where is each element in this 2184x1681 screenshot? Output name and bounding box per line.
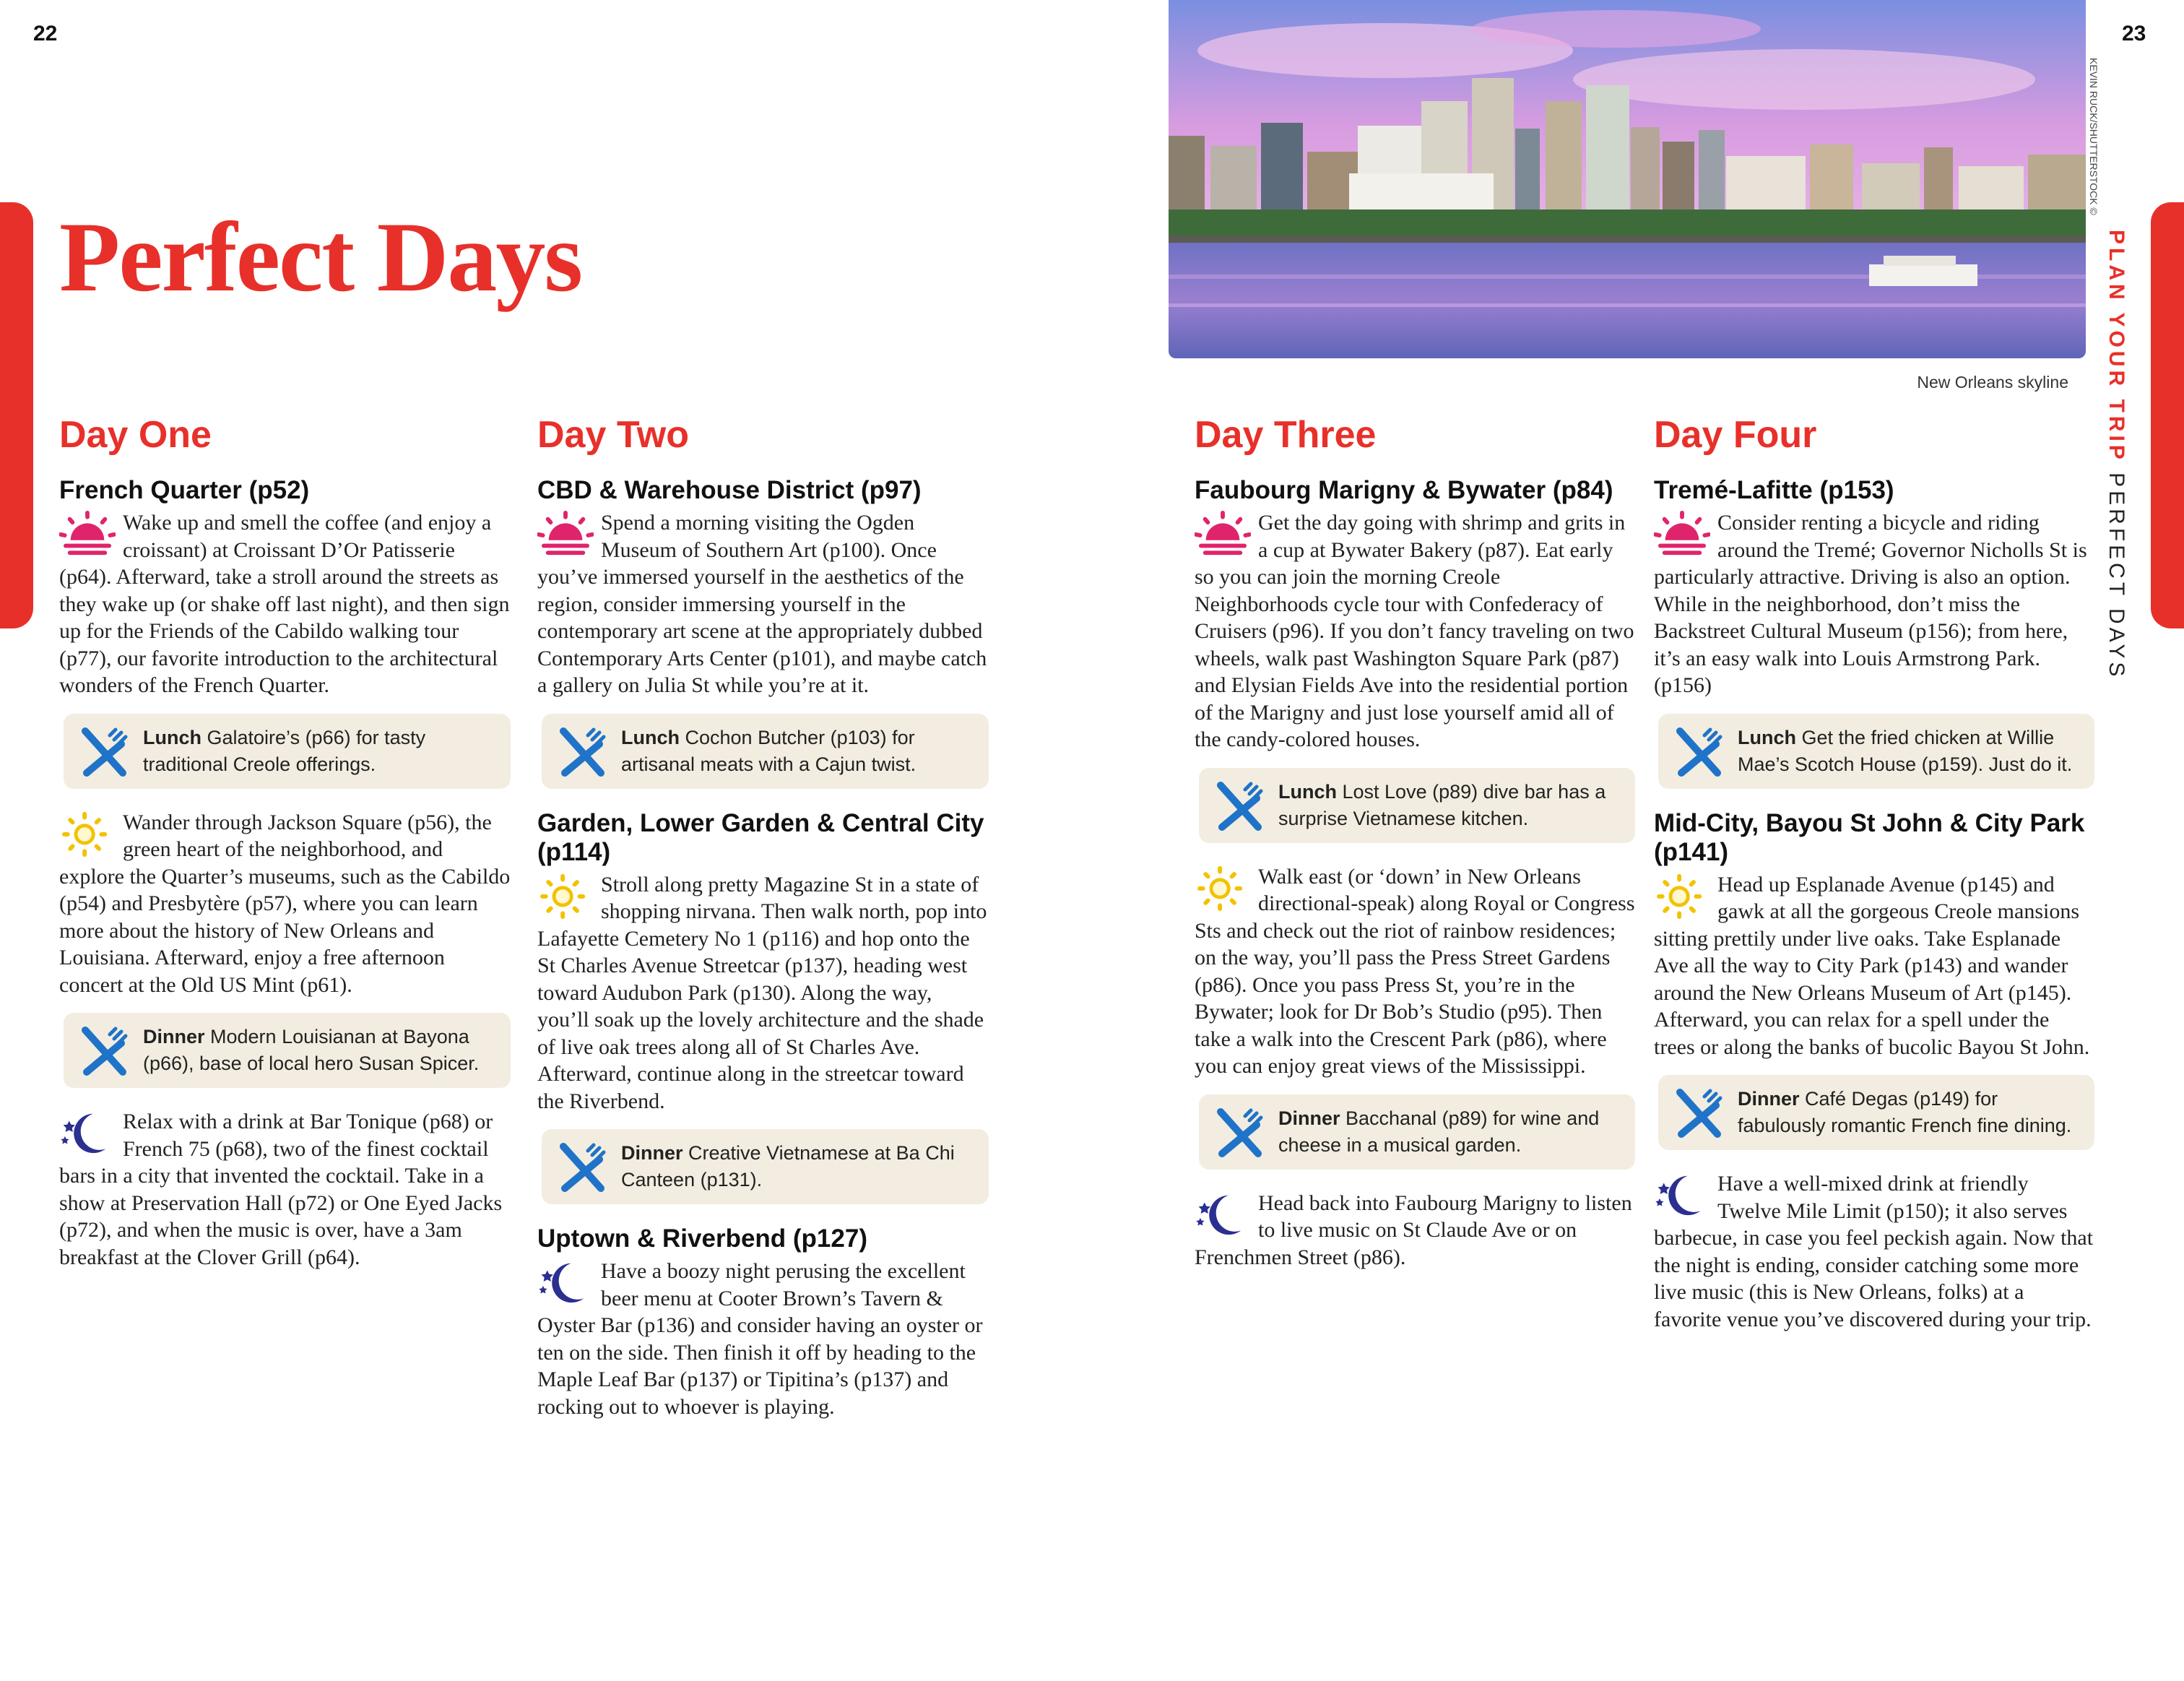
day-two-afternoon-text: Stroll along pretty Magazine St in a state of shopping nirvana. Then walk north, pop into Lafayette Cemetery No 1 (p116) and hop onto the St Charles Avenue Streetcar (p137), heading west toward Audubon Park (p130). Along the way, you’ll soak up the lovely architecture and the shade of live oak trees along all of St Charles Ave. Afterward, continue along in the streetcar toward the Riverbend. <box>537 872 987 1113</box>
day-one-night <box>59 1108 511 1271</box>
lunch-label: Lunch <box>1738 726 1796 748</box>
dinner-text: Café Degas (p149) for fabulously romantic French fine dining. <box>1738 1088 2072 1136</box>
day-three-morning-text: Get the day going with shrimp and grits in a cup at Bywater Bakery (p87). Eat early so you can join the morning Creole Neighborhoods cycle tour with Confederacy of Cruisers (p96). If you don’t fancy traveling on two wheels, walk past Washington Square Park (p87) and Elysian Fields Ave into the residential portion of the Marigny and just lose yourself amid all of the candy-colored houses. <box>1195 511 1634 751</box>
moon-icon <box>1654 1170 1710 1219</box>
right-edge-tab <box>2151 202 2184 628</box>
side-label-bold: PLAN YOUR TRIP <box>2105 230 2128 463</box>
lunch-text: Get the fried chicken at Willie Mae’s Scotch House (p159). Just do it. <box>1738 726 2073 775</box>
day-two-afternoon <box>537 871 989 1115</box>
day-four-night-text: Have a well-mixed drink at friendly Twelve Mile Limit (p150); it also serves barbecue, in case you feel peckish again. Now that the night is ending, consider catching some more live music (this is New Orleans, folks) at a favorite venue you’ve discovered during your trip. <box>1654 1172 2094 1331</box>
day-four-lunch <box>1658 714 2094 789</box>
fork-knife-icon <box>75 1021 133 1079</box>
dinner-text: Bacchanal (p89) for wine and cheese in a musical garden. <box>1278 1107 1600 1156</box>
day-two-dinner <box>542 1129 989 1204</box>
lunch-text: Galatoire’s (p66) for tasty traditional Creole offerings. <box>143 726 426 775</box>
day-two-morning <box>537 509 989 699</box>
day-three-dinner <box>1199 1094 1635 1170</box>
fork-knife-icon <box>1670 1084 1728 1141</box>
day-one-column <box>59 408 511 1285</box>
fork-knife-icon <box>1210 777 1268 834</box>
day-three-morning <box>1195 509 1635 753</box>
lunch-text: Lost Love (p89) dive bar has a surprise Vietnamese kitchen. <box>1278 780 1606 829</box>
day-two-morning-text: Spend a morning visiting the Ogden Museum of Southern Art (p100). Once you’ve immersed yourself in the aesthetics of the region, consider immersing yourself in the contemporary art scene at the appropriately dubbed Contemporary Arts Center (p101), and maybe catch a gallery on Julia St while you’re at it. <box>537 511 987 697</box>
day-two-garden-heading: Garden, Lower Garden & Central City (p114) <box>537 808 984 866</box>
day-three-afternoon-text: Walk east (or ‘down’ in New Orleans directional-speak) along Royal or Congress Sts and check out the riot of rainbow residences; on the way, you’ll pass the Press Street Gardens (p86). Once you pass Press St, you’re in the Bywater; look for Dr Bob’s Studio (p95). Then take a walk into the Crescent Park (p86), where you can enjoy great views of the Mississippi. <box>1195 864 1635 1078</box>
day-four-afternoon-text: Head up Esplanade Avenue (p145) and gawk at all the gorgeous Creole mansions sitting prettily under live oaks. Take Esplanade Ave all the way to City Park (p143) and wander around the New Orleans Museum of Art (p145). Afterward, you can relax for a spell under the trees or along the banks of bucolic Bayou St John. <box>1654 872 2090 1059</box>
day-three-afternoon <box>1195 863 1635 1080</box>
lunch-label: Lunch <box>143 726 202 748</box>
day-two-title: Day Two <box>537 414 689 456</box>
day-two-lunch <box>542 714 989 789</box>
skyline-photo <box>1169 0 2086 358</box>
photo-credit: KEVIN RUCK/SHUTTERSTOCK © <box>2088 58 2100 215</box>
day-four-treme-heading: Tremé-Lafitte (p153) <box>1654 476 1894 504</box>
dinner-text: Creative Vietnamese at Ba Chi Canteen (p131). <box>621 1142 955 1190</box>
day-three-night-text: Head back into Faubourg Marigny to listen to live music on St Claude Ave or on Frenchmen Street (p86). <box>1195 1190 1632 1269</box>
side-label-normal: PERFECT DAYS <box>2105 462 2128 680</box>
day-one-afternoon <box>59 809 511 999</box>
day-three-heading: Faubourg Marigny & Bywater (p84) <box>1195 476 1613 504</box>
day-one-title: Day One <box>59 414 212 456</box>
left-edge-tab <box>0 202 33 628</box>
day-three-title: Day Three <box>1195 414 1377 456</box>
sunrise-icon <box>1654 509 1710 558</box>
fork-knife-icon <box>1670 722 1728 780</box>
day-one-afternoon-text: Wander through Jackson Square (p56), the green heart of the neighborhood, and explore the Quarter’s museums, such as the Cabildo (p54) and Presbytère (p57), where you can learn more about the history of New Orleans and Louisiana. Afterward, enjoy a free afternoon concert at the Old US Mint (p61). <box>59 810 511 997</box>
sun-icon <box>1654 871 1710 920</box>
dinner-label: Dinner <box>143 1026 205 1047</box>
fork-knife-icon <box>1210 1103 1268 1161</box>
page-number-left: 22 <box>33 22 58 46</box>
day-one-dinner <box>64 1013 511 1088</box>
page-title: Perfect Days <box>59 202 582 312</box>
day-four-morning <box>1654 509 2094 699</box>
day-two-cbd-heading: CBD & Warehouse District (p97) <box>537 476 922 504</box>
dinner-label: Dinner <box>1278 1107 1340 1129</box>
day-four-dinner <box>1658 1075 2094 1150</box>
sunrise-icon <box>59 509 116 558</box>
day-three-night <box>1195 1190 1635 1271</box>
sun-icon <box>537 871 594 920</box>
sun-icon <box>1195 863 1251 912</box>
dinner-label: Dinner <box>1738 1088 1800 1110</box>
day-one-heading: French Quarter (p52) <box>59 476 310 504</box>
day-four-night <box>1654 1170 2094 1333</box>
day-one-morning <box>59 509 511 699</box>
day-one-night-text: Relax with a drink at Bar Tonique (p68) or French 75 (p68), two of the finest cocktail bars in a city that invented the cocktail. Take in a show at Preservation Hall (p72) or One Eyed Jacks (p72), and when the music is over, have a 3am breakfast at the Clover Grill (p64). <box>59 1110 503 1269</box>
day-one-lunch <box>64 714 511 789</box>
section-side-label <box>2094 230 2138 680</box>
moon-icon <box>1195 1190 1251 1239</box>
sun-icon <box>59 809 116 858</box>
day-four-midcity-heading: Mid-City, Bayou St John & City Park (p141) <box>1654 808 2085 866</box>
day-two-column <box>537 408 989 1435</box>
day-two-uptown-heading: Uptown & Riverbend (p127) <box>537 1224 867 1253</box>
dinner-text: Modern Louisianan at Bayona (p66), base of local hero Susan Spicer. <box>143 1026 480 1074</box>
lunch-label: Lunch <box>621 726 680 748</box>
day-four-afternoon <box>1654 871 2094 1061</box>
day-three-column <box>1195 408 1635 1285</box>
day-two-night <box>537 1258 989 1420</box>
fork-knife-icon <box>553 1138 611 1196</box>
photo-caption: New Orleans skyline <box>1917 373 2068 392</box>
day-four-title: Day Four <box>1654 414 1817 456</box>
sunrise-icon <box>1195 509 1251 558</box>
fork-knife-icon <box>75 722 133 780</box>
moon-icon <box>537 1258 594 1307</box>
day-three-lunch <box>1199 768 1635 843</box>
day-four-column <box>1654 408 2094 1347</box>
day-two-night-text: Have a boozy night perusing the excellent beer menu at Cooter Brown’s Tavern & Oyster Bar (p136) and consider having an oyster or ten on the side. Then finish it off by heading to the Maple Leaf Bar (p137) or Tipitina’s (p137) and rocking out to whoever is playing. <box>537 1259 983 1419</box>
day-one-morning-text: Wake up and smell the coffee (and enjoy a croissant) at Croissant D’Or Patisserie (p64). Afterward, take a stroll around the streets as they wake up (or shake off last night), and then sign up for the Friends of the Cabildo walking tour (p77), our favorite introduction to the architectural wonders of the French Quarter. <box>59 511 510 697</box>
page-number-right: 23 <box>2122 22 2146 46</box>
dinner-label: Dinner <box>621 1142 683 1164</box>
fork-knife-icon <box>553 722 611 780</box>
sunrise-icon <box>537 509 594 558</box>
lunch-label: Lunch <box>1278 780 1337 803</box>
lunch-text: Cochon Butcher (p103) for artisanal meats with a Cajun twist. <box>621 726 916 775</box>
day-four-morning-text: Consider renting a bicycle and riding around the Tremé; Governor Nicholls St is particularly attractive. Driving is also an option. While in the neighborhood, don’t miss the Backstreet Cultural Museum (p156); from here, it’s an easy walk into Louis Armstrong Park. (p156) <box>1654 511 2087 697</box>
moon-icon <box>59 1108 116 1157</box>
